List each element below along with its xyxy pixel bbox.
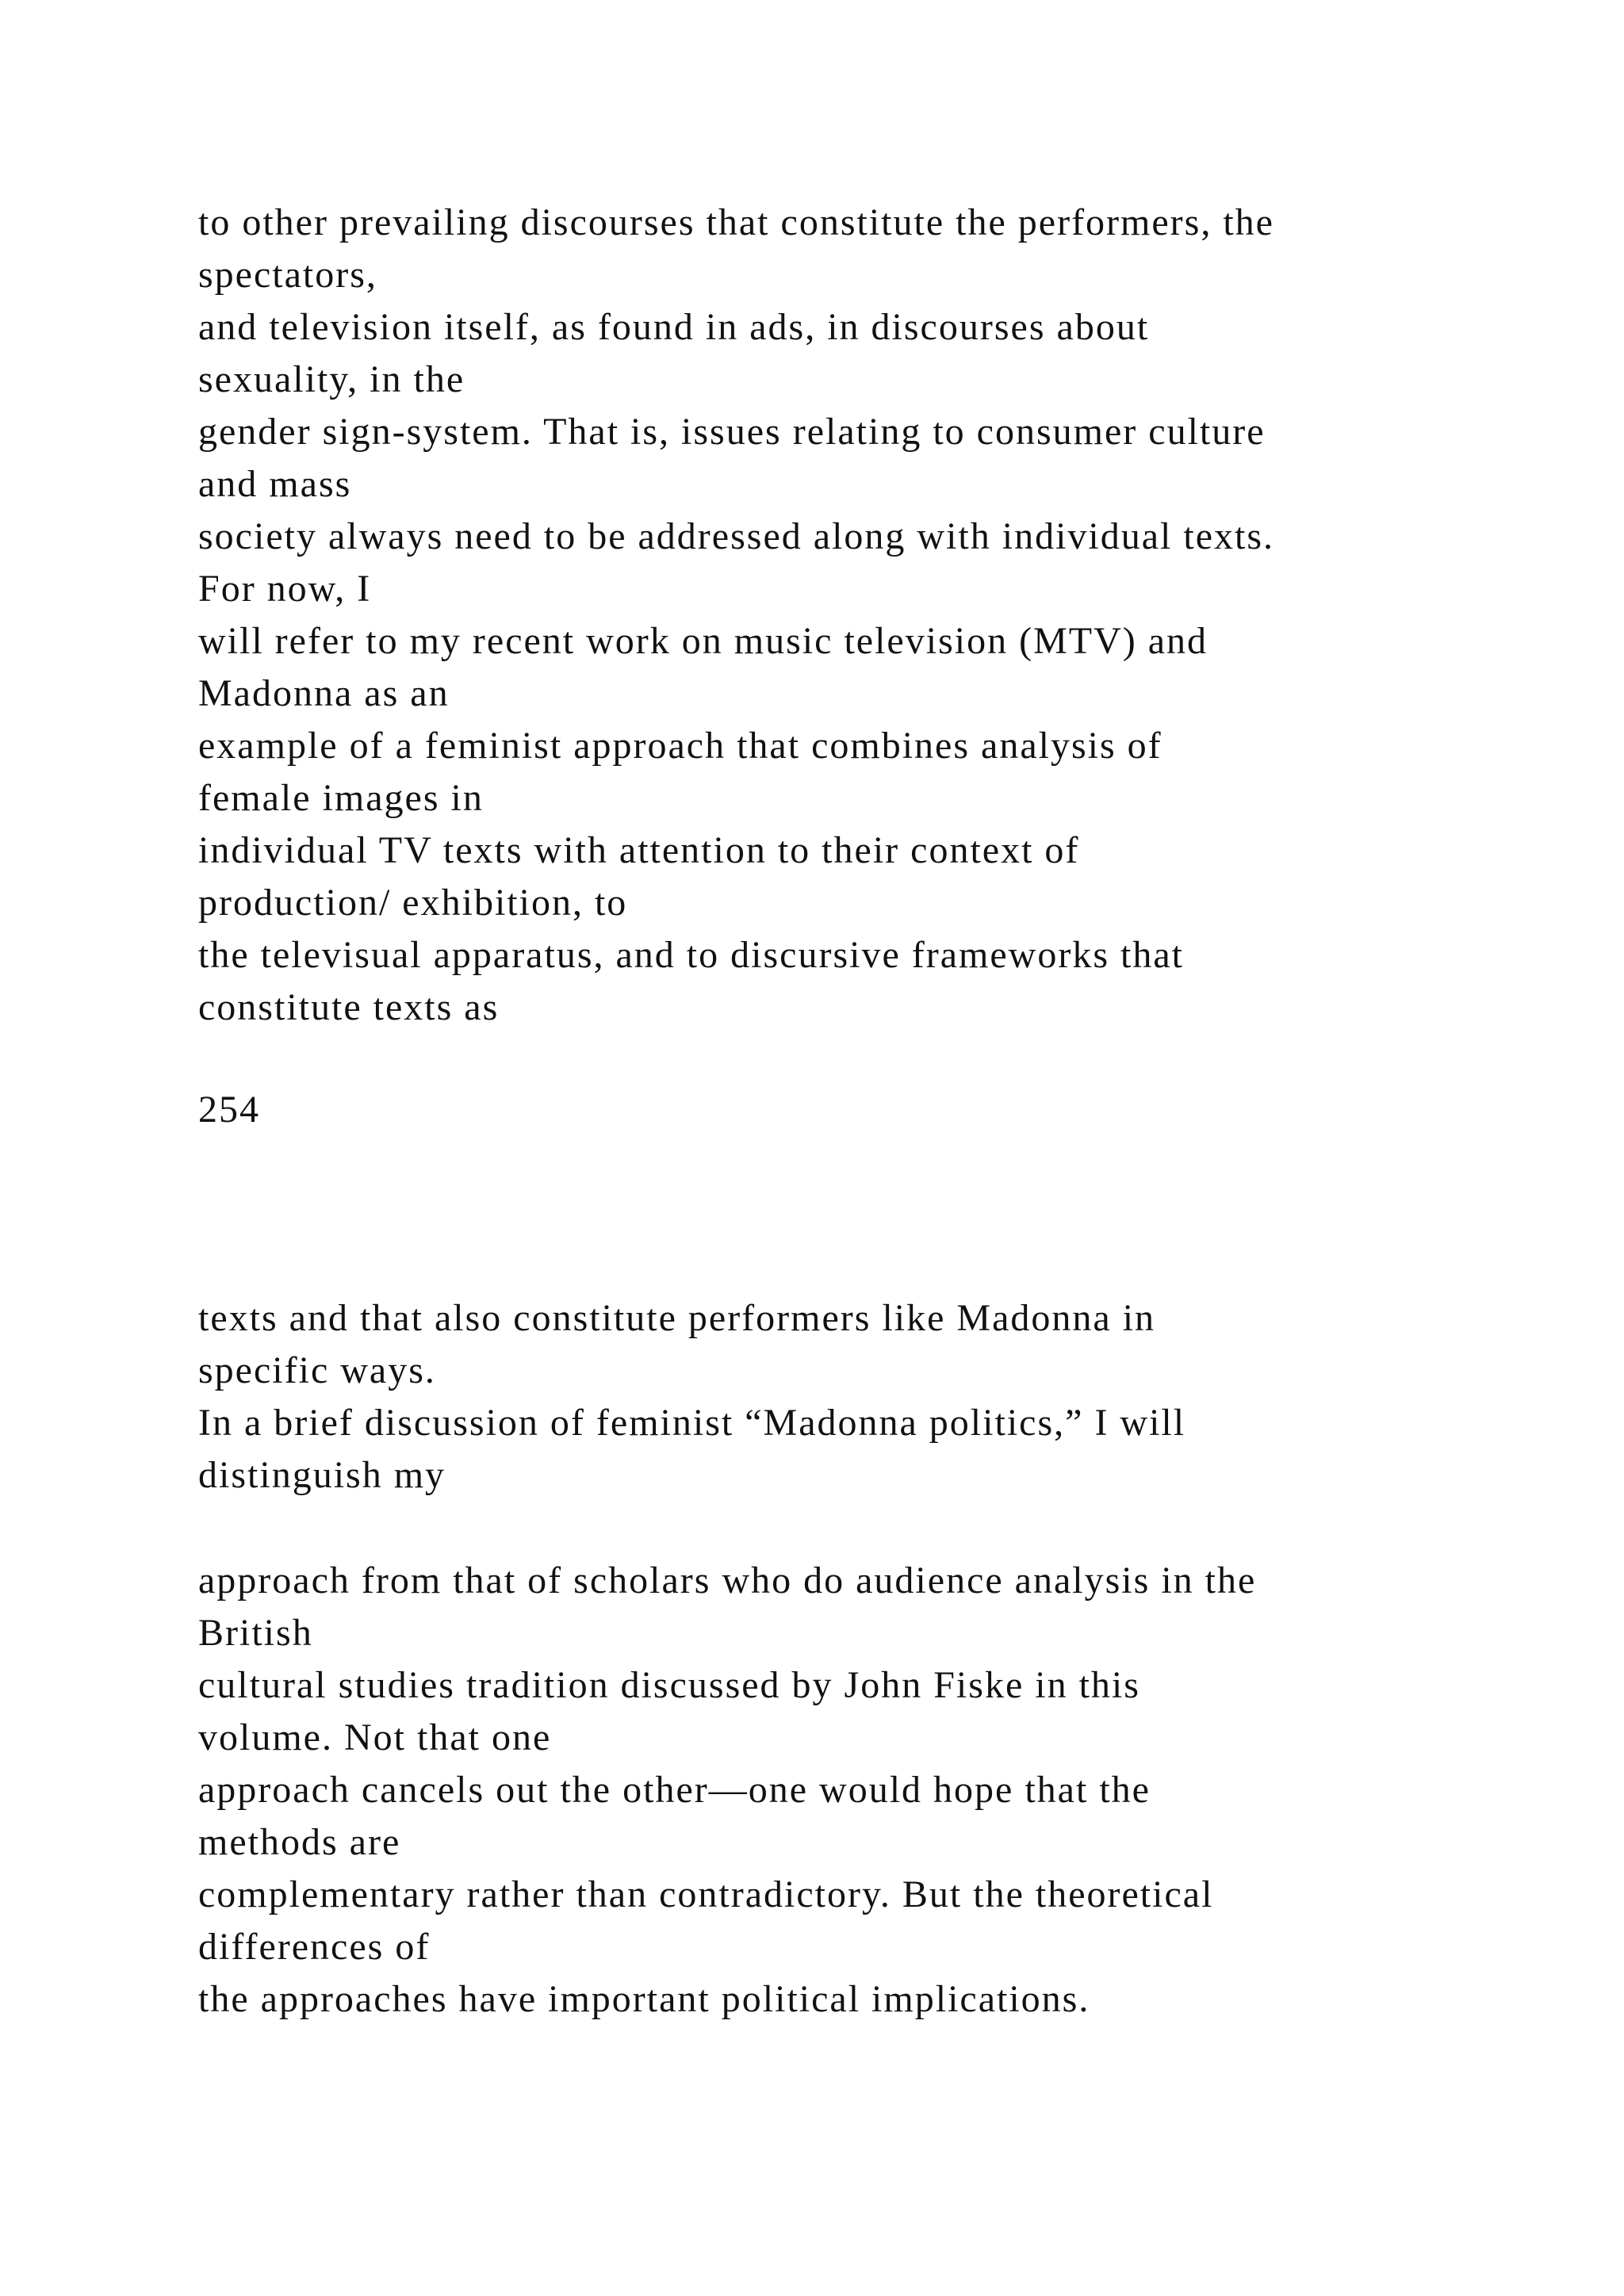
text-line: complementary rather than contradictory. But the theoretical (198, 1873, 1214, 1915)
text-line: individual TV texts with attention to their context of (198, 829, 1080, 871)
text-line: Madonna as an (198, 672, 450, 714)
text-line: In a brief discussion of feminist “Madonna politics,” I will (198, 1402, 1186, 1444)
text-line: the televisual apparatus, and to discursive frameworks that (198, 934, 1184, 976)
text-line: spectators, (198, 254, 377, 296)
page-number-text: 254 (198, 1089, 260, 1131)
text-line: female images in (198, 777, 484, 819)
paragraph-block-3 (198, 1555, 1546, 2026)
text-line: will refer to my recent work on music television (MTV) and (198, 620, 1208, 662)
text-line: society always need to be addressed along with individual texts. (198, 515, 1275, 557)
paragraph-block-1 (198, 197, 1546, 1034)
text-line: differences of (198, 1926, 431, 1968)
text-line: production/ exhibition, to (198, 882, 628, 924)
text-line: For now, I (198, 568, 372, 610)
text-line: constitute texts as (198, 986, 500, 1028)
text-line: gender sign-system. That is, issues relating to consumer culture (198, 411, 1266, 453)
text-line: methods are (198, 1821, 401, 1863)
text-line: to other prevailing discourses that constitute the performers, the (198, 201, 1274, 243)
text-line: approach cancels out the other—one would hope that the (198, 1769, 1151, 1811)
text-line: and television itself, as found in ads, in discourses about (198, 306, 1150, 348)
text-line: specific ways. (198, 1349, 436, 1391)
page-number (198, 1084, 1546, 1136)
text-line: sexuality, in the (198, 358, 465, 400)
paragraph-block-2 (198, 1292, 1546, 1502)
text-line: cultural studies tradition discussed by John Fiske in this (198, 1664, 1140, 1706)
text-line: British (198, 1612, 313, 1654)
text-line: and mass (198, 463, 352, 505)
text-line: the approaches have important political implications. (198, 1978, 1090, 2020)
text-line: example of a feminist approach that combines analysis of (198, 725, 1162, 767)
text-line: approach from that of scholars who do audience analysis in the (198, 1559, 1257, 1601)
text-line: distinguish my (198, 1454, 446, 1496)
text-line: texts and that also constitute performers like Madonna in (198, 1297, 1156, 1339)
text-line: volume. Not that one (198, 1716, 552, 1758)
